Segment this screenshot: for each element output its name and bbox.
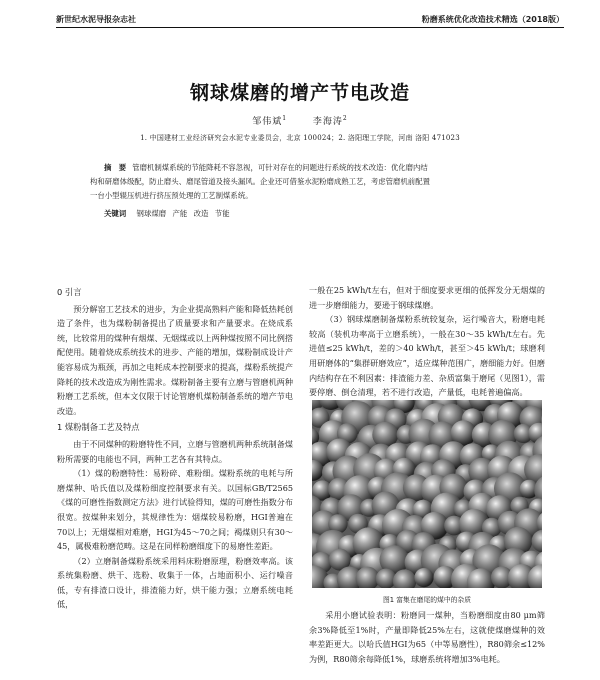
keyword: 钢球煤磨 [136,209,167,218]
header-rule [56,27,564,28]
section-heading-process: 1 煤粉制备工艺及特点 [57,422,140,433]
grinding-balls-image [312,400,542,588]
author-1: 邹伟斌$^1$ [252,115,288,127]
right-column-bottom [309,608,545,666]
keyword: 节能 [214,209,230,218]
header-journal-issue: 粉磨系统优化改造技术精选（2018版） [421,15,564,24]
body-paragraph: 由于不同煤种的粉磨特性不同，立磨与管磨机两种系统制备煤粉所需要的电能也不同，两种工艺各有其特点。 [57,438,293,464]
affiliation: 1. 中国建材工业经济研究会水泥专业委员会，北京 100024；2. 洛阳理工学院，河南 洛阳 471023 [140,134,460,142]
figure-1-caption: 图1 富集在磨尾的煤中的杂质 [382,596,472,604]
header-publisher: 新世纪水泥导报杂志社 [56,15,136,24]
abstract-line-1: 管磨机制煤系统的节能降耗不容忽视，可针对存在的问题进行系统的技术改造：优化磨内结 [132,163,428,172]
grinding-ball [376,569,396,589]
keyword: 改造 [193,209,209,218]
abstract-line-2: 构和研磨体级配，防止磨头、磨尾管道及接头漏风。企业还可借鉴水泥粉磨成熟工艺，考虑管磨机前配置 [90,177,430,186]
abstract-label: 摘 要 [104,163,127,172]
figure-1-photo [312,400,542,588]
author-line [0,114,600,127]
body-paragraph: 一般在25 kWh/t左右，但对于细度要求更细的低挥发分无烟煤的进一步磨细能力，要逊于钢球煤磨。 [309,285,545,310]
keywords [104,208,234,219]
author-2: 李海涛$^2$ [312,115,348,127]
body-paragraph: （1）煤的粉磨特性：易粉碎、难粉细。煤粉系统的电耗与所磨煤种、哈氏值以及煤粉细度控制要求有关。以国标GB/T2565《煤的可磨性指数测定方法》进行试验得知，煤的可磨性指数分布很宽。按煤种来划分，其规律性为：烟煤较易粉磨，HGI普遍在70以上；无烟煤相对难磨，HGI为45～70之间；褐煤则只有30～45，属极难粉磨范畴。这是在同样粉磨细度下的易磨性差距。 [57,468,293,552]
right-column [309,283,545,400]
keywords-label: 关键词 [104,209,127,218]
body-paragraph: 采用小磨试验表明：粉磨同一煤种，当粉磨细度由80 μm筛余3%降低至1%时，产量即降低25%左右，这就使煤磨煤种的效率差距更大。以哈氏值HGI为65（中等易磨性），R80筛余≤12%为例，R80筛余每降低1%，球磨系统将增加3%电耗。 [309,610,545,664]
section-heading-introduction: 0 引言 [57,287,82,297]
article-title: 钢球煤磨的增产节电改造 [189,82,410,104]
abstract-line-3: 一台小型辊压机进行挤压预处理的工艺制煤系统。 [90,191,253,200]
keyword: 产能 [172,209,188,218]
body-paragraph: （2）立磨制备煤粉系统采用料床粉磨原理，粉磨效率高。该系统集粉磨、烘干、选粉、收集于一体，占地面积小、运行噪音低，专有排渣口设计，排渣能力好，烘干能力强；立磨系统电耗低， [57,555,293,610]
body-paragraph: 预分解窑工艺技术的进步，为企业提高熟料产能和降低热耗创造了条件，也为煤粉制备提出了质量要求和产量要求。在烧成系统，比较常用的煤种有烟煤、无烟煤或以上两种煤按照不同比例搭配使用。随着烧成系统技术的进步、产能的增加，煤粉制成设计产能容易成为瓶颈，再加之电耗成本控制要求的提高，煤粉系统提产降耗的技术改造成为刚性需求。煤粉制备主要有立磨与管磨机两种粉磨工艺系统，但本文仅限于讨论管磨机煤粉制备系统的增产节电改造。 [57,303,293,416]
running-header [56,14,564,28]
left-column [57,283,293,612]
abstract [90,161,508,203]
body-paragraph: （3）钢球煤磨制备煤粉系统较复杂，运行噪音大，粉磨电耗较高（装机功率高于立磨系统），一般在30～35 kWh/t左右。先进值≤25 kWh/t，差的＞40 kWh/t，甚至＞45 kWh/t；球磨利用研磨体的“集群研磨效应”，适应煤种范围广，磨细能力好。但磨内结构存在不利因素：排渣能力差、杂质富集于磨尾（见图1），需要停磨、倒仓清理，若不进行改造，产量低，电耗普遍偏高。 [309,314,545,398]
grinding-ball [414,568,433,587]
